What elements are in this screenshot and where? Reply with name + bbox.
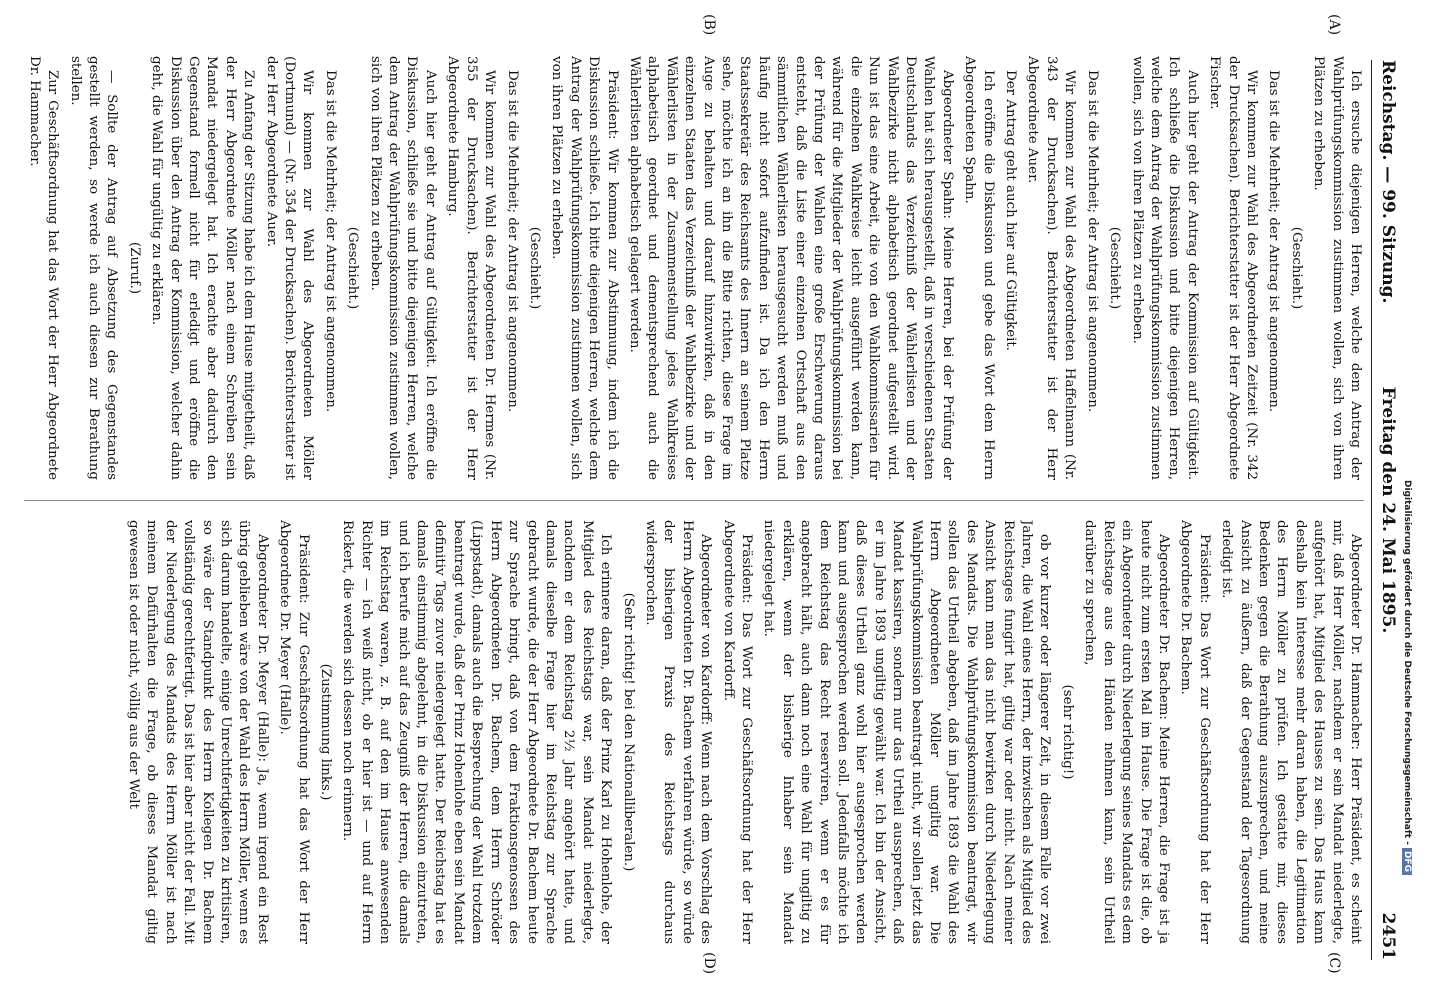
paragraph: Das ist die Mehrheit; der Antrag ist angenommen. <box>322 70 338 413</box>
paragraph: ob vor kurzer oder längerer Zeit, in diesem Falle vor zwei Jahren, die Wahl eines Herrn, der inzwischen als Mitglied des Reichstages fungirt hat, giltig war oder nicht. Nach meiner Ansicht kann man das nicht bewirken durch Niederlegung des Mandats. Die Wahlprüfungskommission beantragt, wir sollen das Urtheil abgeben, daß im Jahre 1893 die Wahl des Herrn Abgeordneten Möller ungiltig war. Die Wahlprüfungskommission beantragt nicht, wir sollen jetzt das Mandat kassiren, sondern nur das Urtheil aussprechen, daß er im Jahre 1893 ungiltig gewählt war. Ich bin der Ansicht, daß dieses Urtheil ganz wohl hier ausgesprochen werden kann und ausgesprochen werden soll. Jedenfalls möchte ich dem Reichstag das Recht reserviren, wenn er es für angebracht hält, auch dann noch eine Wahl für ungiltig zu erklären, wenn der bisherige Inhaber sein Mandat niedergelegt hat. <box>761 520 1053 944</box>
paragraph: Ich ersuche diejenigen Herren, welche dem Antrag der Wahlprüfungskommission zustimmen wollen, sich von ihren Plätzen zu erheben. <box>1311 56 1363 480</box>
paragraph: Wir kommen zur Wahl des Abgeordneten Dr. Hermes (Nr. 355 der Drucksachen). Berichterstatter ist der Herr Abgeordnete Hamburg. <box>445 56 498 480</box>
paragraph: Auch hier geht der Antrag auf Gültigkeit. Ich eröffne die Diskussion, schließe sie und bitte diejenigen Herren, welche dem Antrag der Wahlprüfungskommission zustimmen wollen, sich von ihren Plätzen zu erheben. <box>367 56 438 480</box>
paragraph: Abgeordneter Dr. Hammacher: Herr Präsident, es scheint mir, daß Herr Möller, nachdem er sein Mandat niederlegte, aufgehört hat, Mitglied des Hauses zu sein. Das Haus kann deshalb kein Interesse mehr daran haben, die Legitimation des Herrn Möller zu prüfen. Ich gestatte mir, dieses Bedenken gegen die Berathung auszusprechen, und meine Ansicht zu äußern, daß der Gegenstand der Tagesordnung erledigt ist. <box>1219 520 1363 944</box>
stage-direction: (Sehr richtig! bei den Nationalliberalen.) <box>620 592 636 872</box>
paragraph: Abgeordneter Dr. Bachem: Meine Herren, die Frage ist ja heute nicht zum ersten Mal im Hause. Die Frage ist die, ob ein Abgeordneter durch Niederlegung seines Mandats es dem Reichstage aus den Händen nehmen kann, sein Urtheil darüber zu sprechen, <box>1082 520 1171 944</box>
right-column <box>24 520 1364 944</box>
dfg-logo: DFG <box>1402 848 1412 875</box>
paragraph: Wir kommen zur Wahl des Abgeordneten Haffelmann (Nr. 343 der Drucksachen). Berichterstatter ist der Herr Abgeordnete Auer. <box>1025 56 1078 480</box>
paragraph: Ich erinnere daran, daß der Prinz Karl zu Hohenlohe, der Mitglied des Reichstags war, sein Mandat niederlegte, nachdem er dem Reichstag 2½ Jahr angehört hatte, und damals dieselbe Frage hier im Reichstag zur Sprache gebracht wurde, die der Herr Abgeordnete Dr. Bachem heute zur Sprache bringt, daß von dem Fraktionsgenossen des Herrn Abgeordneten Dr. Bachem, dem Herrn Schröder (Lippstadt), damals auch die Besprechung der Wahl trotzdem beantragt wurde, daß der Prinz Hohenlohe eben sein Mandat definitiv Tags zuvor niedergelegt hatte. Der Reichstag hat es damals einstimmig abgelehnt, in die Diskussion einzutreten, und ich berufe mich auf das Zeugniß der Herren, die damals im Reichstag waren, z. B. auf den im Hause anwesenden Richter — ich weiß nicht, ob er hier ist — und auf Herrn Rickert, die werden sich dessen noch erinnern. <box>340 520 614 944</box>
left-column <box>24 56 1364 480</box>
paragraph: — Sollte der Antrag auf Absetzung des Gegenstandes gestellt werden, so werde ich auch diesen zur Berathung stellen. <box>67 56 120 480</box>
header-session: Reichstag. — 99. Sitzung. <box>1378 60 1398 304</box>
column-divider <box>24 500 1364 501</box>
paragraph: Präsident: Das Wort zur Geschäftsordnung hat der Herr Abgeordnete Dr. Bachem. <box>1178 520 1212 944</box>
stage-direction: (Geschieht.) <box>1107 226 1123 310</box>
stage-direction: (Geschieht.) <box>345 226 361 310</box>
paragraph: Das ist die Mehrheit; der Antrag ist angenommen. <box>1084 70 1100 413</box>
paragraph: Das ist die Mehrheit; der Antrag ist angenommen. <box>504 70 520 413</box>
paragraph: Das ist die Mehrheit; der Antrag ist angenommen. <box>1266 70 1282 413</box>
page-number: 2451 <box>1378 912 1398 960</box>
paragraph: Ich eröffne die Diskussion und gebe das Wort dem Herrn Abgeordneten Spahn. <box>962 56 996 480</box>
paragraph: Abgeordneter Spahn: Meine Herren, bei der Prüfung der Wahlen hat sich herausgestellt, daß in verschiedenen Staaten Deutschlands das Verzeichniß der Wählerlisten und der Wahlbezirke nicht alphabetisch geordnet aufgestellt wird. Nun ist das eine Arbeit, die von den Wahlkommissarien für die einzelnen Wahlkreise leicht ausgeführt werden kann, während für die Mitglieder der Wahlprüfungskommission bei der Prüfung der Wahlen eine große Erschwerung daraus entsteht, daß die Liste einer einzelnen Ortschaft aus den sämmtlichen Wählerlisten herausgesucht werden muß und häufig nicht sofort aufzufinden ist. Da ich den Herrn Staatssekretär des Reichsamts des Innern an seinem Platze sehe, möchte ich an ihn die Bitte richten, diese Frage im Auge zu behalten und darauf hinzuwirken, daß in den einzelnen Staaten das Verzeichniß der Wahlbezirke und der Wählerlisten in der Zusammenstellung jedes Wahlkreises alphabetisch geordnet und dementsprechend auch die Wählerlisten alphabetisch gelagert werden. <box>626 56 955 480</box>
paragraph: Zur Geschäftsordnung hat das Wort der Herr Abgeordnete Dr. Hammacher. <box>26 56 61 480</box>
paragraph: Wir kommen zur Wahl des Abgeordneten Zeitzeit (Nr. 342 der Drucksachen). Berichterstatter ist der Herr Abgeordnete Fischer. <box>1207 56 1259 480</box>
header-date: Freitag den 24. Mai 1895. <box>1378 386 1398 634</box>
credit-text: Digitalisierung gefördert durch die Deutsche Forschungsgemeinschaft - <box>1402 480 1412 845</box>
paragraph: Abgeordneter Dr. Meyer (Halle): Ja, wenn irgend ein Rest übrig geblieben wäre von der Wahl des Herrn Möller, wenn es sich darum handelte, einige Unrechtfertigkeiten zu kritisiren, so wäre der Standpunkt des Herrn Kollegen Dr. Bachem vollständig gerechtfertigt. Das ist hier aber nicht der Fall. Mit der Niederlegung des Mandats des Herrn Möller ist nach meinem Dafürhalten die Frage, ob dieses Mandat giltig gewesen ist oder nicht, völlig aus der Welt <box>126 520 270 944</box>
paragraph: Präsident: Zur Geschäftsordnung hat das Wort der Herr Abgeordnete Dr. Meyer (Halle). <box>277 520 311 944</box>
margin-mark-d: (D) <box>701 952 717 975</box>
stage-direction: (Geschieht.) <box>1288 226 1304 310</box>
stage-direction: (sehr richtig!) <box>1059 684 1075 780</box>
paragraph: Zu Anfang der Sitzung habe ich dem Hause mitgetheilt, daß der Herr Abgeordnete Möller nach einem Schreiben sein Mandat niedergelegt hat. Ich erachte aber dadurch den Gegenstand formell nicht für erledigt und eröffne die Diskussion über den Antrag der Kommission, welcher dahin geht, die Wahl für ungültig zu erklären. <box>149 56 257 480</box>
margin-mark-a: (A) <box>1326 14 1342 36</box>
digitization-credit <box>1402 480 1412 872</box>
margin-mark-b: (B) <box>701 14 717 36</box>
paragraph: Präsident: Das Wort zur Geschäftsordnung hat der Herr Abgeordnete von Kardorff. <box>720 520 754 944</box>
margin-mark-c: (C) <box>1326 952 1342 974</box>
paragraph: Auch hier geht der Antrag der Kommission auf Gültigkeit. Ich schließe die Diskussion und bitte diejenigen Herren, welche dem Antrag der Wahlprüfungskommission zustimmen wollen, sich von ihren Plätzen zu erheben. <box>1129 56 1200 480</box>
stage-direction: (Geschieht.) <box>526 226 542 310</box>
page-header <box>1371 60 1402 960</box>
paragraph: Der Antrag geht auch hier auf Gültigkeit. <box>1003 70 1019 352</box>
paragraph: Präsident: Wir kommen zur Abstimmung, indem ich die Diskussion schließe. Ich bitte diejenigen Herren, welche dem Antrag der Wahlprüfungskommission zustimmen wollen, sich von ihren Plätzen zu erheben. <box>549 56 620 480</box>
paragraph: Wir kommen zur Wahl des Abgeordneten Möller (Dortmund) — (Nr. 354 der Drucksachen). Berichterstatter ist der Herr Abgeordnete Auer. <box>263 56 316 480</box>
paragraph: Abgeordneter von Kardorff: Wenn nach dem Vorschlag des Herrn Abgeordneten Dr. Bachem verfahren würde, so würde der bisherigen Praxis des Reichstags durchaus widersprochen. <box>642 520 714 944</box>
stage-direction: (Zuruf.) <box>126 241 142 295</box>
stage-direction: (Zustimmung links.) <box>318 663 334 801</box>
